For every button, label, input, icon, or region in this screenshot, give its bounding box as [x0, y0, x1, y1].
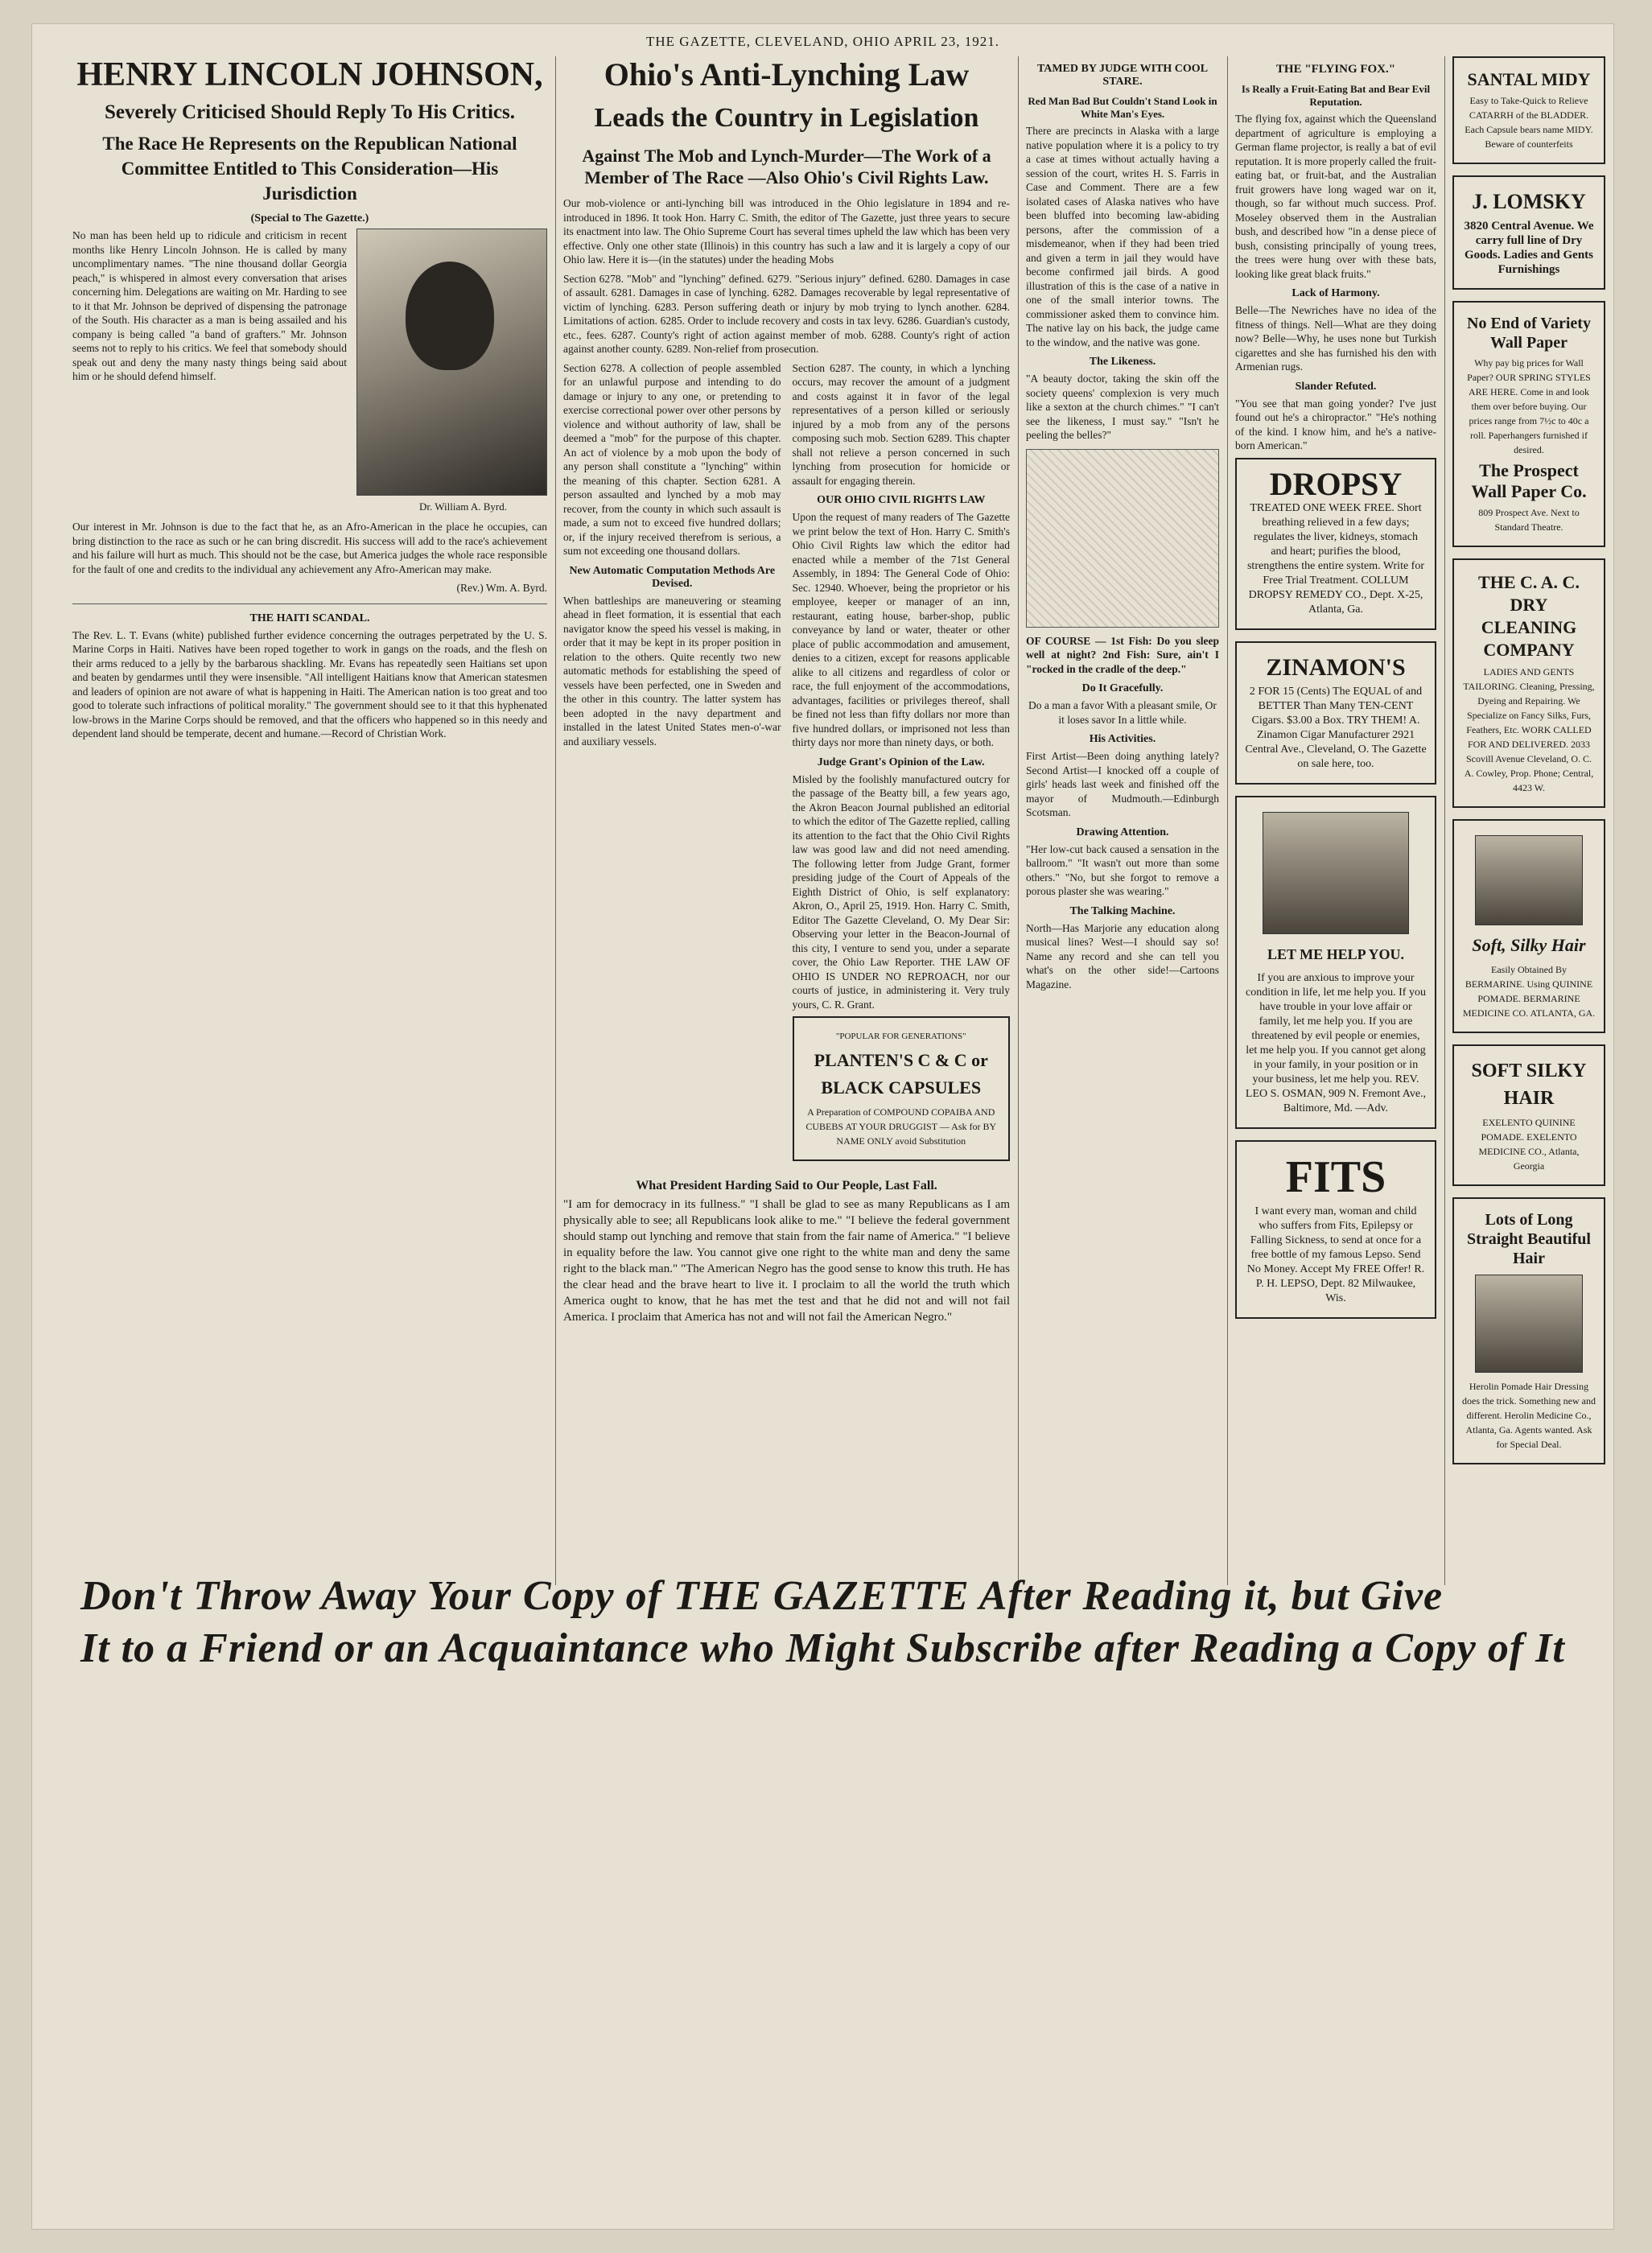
johnson-dateline: (Special to The Gazette.): [250, 212, 369, 224]
flying-body: The flying fox, against which the Queensland department of agriculture is employing a German flame projector, is really a bat of evil reputation. It is more properly called the fruit-eating bat, or fruit-bat, and the Australian fruit growers have long waged war on it, though, so far without much success. Prof. Moseley observed them in the Australian bush, and described how "in a dense piece of bush, consisting principally of young trees, the trees were hung over with these bats, looking like great black fruits.": [1235, 113, 1436, 280]
johnson-headline: HENRY LINCOLN JOHNSON,: [76, 56, 543, 93]
zinamon-title: ZINAMON'S: [1266, 653, 1406, 681]
exelento-body: EXELENTO QUININE POMADE. EXELENTO MEDICINE CO., Atlanta, Georgia: [1478, 1117, 1580, 1172]
likeness-headline: The Likeness.: [1089, 356, 1156, 368]
harmony-headline: Lack of Harmony.: [1292, 287, 1380, 299]
talking-body: North—Has Marjorie any education along musical lines? West—I should say so! Name any record and she can tell you what's on the other side!—Cartoons Magazine.: [1026, 921, 1219, 991]
divider: [72, 603, 547, 604]
tamed-body: There are precincts in Alaska with a large native population where it is a policy to try a case at times without actually having a session of the court, writes H. S. Farris in Case and Comment. There are a few isolated cases of Alaska natives who have been bluffed into becoming law-abiding persons, after the commission of a misdemeanor, when if they had been tried and given a term in jail they would have become confirmed jail birds. A good illustration of this is the case of a native in one of the small interior towns. The commissioner asked them to convince him. The native lay on his back, the judge came to the window, and the native was gone.: [1026, 125, 1219, 348]
santal-title: SANTAL MIDY: [1467, 69, 1591, 89]
prospect-body: 809 Prospect Ave. Next to Standard Theatre.: [1478, 507, 1580, 533]
likeness-body: "A beauty doctor, taking the skin off the society queens' complexion is very much like a sexton at the church chimes." "I can't see the likeness, I must say." "Isn't he peeling the belles?": [1026, 373, 1219, 441]
cac-body: LADIES AND GENTS TAILORING. Cleaning, Pressing, Dyeing and Repairing. We Specialize on Fancy Silks, Furs, Feathers, Etc. WORK CALLED FOR AND DELIVERED. 2033 Scovill Avenue Cleveland, O. C. A. Cowley, Prop. Phone; Central, 4423 W.: [1463, 666, 1595, 793]
lynching-body-3: Section 6287. The county, in which a lynching occurs, may recover the amount of a judgment and costs against it in favor of the legal representatives of a person killed or seriously injured by a mob from any of the persons composing such mob. Section 6289. This chapter shall not relieve a person concerned in such lynching from prosecution for homicide or assault for engaging therein.: [792, 361, 1010, 487]
activities-body: First Artist—Been doing anything lately? Second Artist—I knocked off a couple of girls' heads last week and finished off the mayor of Mudmouth.—Edinburgh Scotsman.: [1026, 750, 1219, 818]
bermarine-body: Easily Obtained By BERMARINE. Using QUININE POMADE. BERMARINE MEDICINE CO. ATLANTA, GA.: [1462, 964, 1596, 1019]
haiti-headline: THE HAITI SCANDAL.: [249, 612, 370, 624]
lynching-right: [793, 361, 1011, 1173]
herolin-title: Lots of Long Straight Beautiful Hair: [1467, 1211, 1591, 1267]
wallpaper-ad: [1452, 301, 1605, 547]
automatic-headline: New Automatic Computation Methods Are Devised.: [569, 564, 776, 590]
lynching-sections: Section 6278. "Mob" and "lynching" defined. 6279. "Serious injury" defined. 6280. Damages in case of assault. 6281. Damages in case of lynching. 6282. Damages recoverable by legal representative of victim of lynching. 6283. Person suffering death or injury by mob trying to lynch another. 6284. Limitations of action. 6285. Order to include recovery and costs in tax levy. 6286. Guardian's custody, etc., fees. 6287. County's right of action against member of mob. 6288. County's right of action against another county. 6289. Non-relief from prosecution.: [563, 272, 1010, 355]
column-johnson: [72, 56, 547, 1585]
prospect-title: The Prospect Wall Paper Co.: [1471, 460, 1587, 501]
graceful-headline: Do It Gracefully.: [1081, 682, 1164, 694]
column-features: [1026, 56, 1219, 1585]
johnson-body-2: Our interest in Mr. Johnson is due to the fact that he, as an Afro-American in the place he occupies, can bring distinction to the race as such or he can bring discredit. His success will add to the race's achievement and his failure will hurt as much. This should not be the case, but America judges the whole race responsible for the fault of one and credits to the individual any achievement any Afro-American may make.: [72, 521, 547, 575]
subscribe-banner-line-1: Don't Throw Away Your Copy of THE GAZETTE After Reading it, but Give: [80, 1573, 1444, 1619]
planten-body: A Preparation of COMPOUND COPAIBA AND CUBEBS AT YOUR DRUGGIST — Ask for BY NAME ONLY avoid Substitution: [805, 1106, 997, 1147]
tamed-deck: Red Man Bad But Couldn't Stand Look in White Man's Eyes.: [1028, 95, 1217, 120]
help-illustration: [1263, 812, 1410, 934]
zinamon-body: 2 FOR 15 (Cents) The EQUAL of and BETTER Than Many TEN-CENT Cigars. $3.00 a Box. TRY THEM! A. Zinamon Cigar Manufacturer 2921 Central Ave., Cleveland, O. The Gazette on sale here, too.: [1245, 685, 1427, 770]
dropsy-ad: [1235, 458, 1436, 630]
lynching-two-col: [563, 361, 1010, 1173]
talking-headline: The Talking Machine.: [1069, 904, 1176, 917]
planten-tagline: "POPULAR FOR GENERATIONS": [835, 1032, 966, 1041]
herolin-illustration: [1475, 1275, 1584, 1373]
exelento-title: SOFT SILKY HAIR: [1471, 1061, 1587, 1109]
johnson-byline: (Rev.) Wm. A. Byrd.: [456, 582, 547, 594]
help-title: LET ME HELP YOU.: [1267, 945, 1405, 962]
drawing-headline: Drawing Attention.: [1076, 826, 1169, 838]
column-ads-2: [1452, 56, 1605, 1585]
exelento-ad: [1452, 1044, 1605, 1186]
lynching-body-1: Our mob-violence or anti-lynching bill was introduced in the Ohio legislature in 1894 and re-introduced in 1896. It took Hon. Harry C. Smith, the editor of The Gazette, just three years to secure its enactment into law. The Ohio Supreme Court has several times upheld the law which has been very effective. Only one other state (Illinois) in this country has such a law and it is largely a copy of our Ohio law. Here it is—(in the statutes) under the heading Mobs: [563, 197, 1010, 266]
johnson-deck-1: Severely Criticised Should Reply To His Critics.: [105, 101, 515, 123]
lynching-left: [563, 361, 781, 1173]
portrait-caption: Dr. William A. Byrd.: [418, 500, 507, 513]
slander-body: "You see that man going yonder? I've just found out he's a chiropractor." "He's nothing of the kind. I know him, and he's a native-born American.": [1235, 397, 1436, 451]
fits-body: I want every man, woman and child who suffers from Fits, Epilepsy or Falling Sickness, to send at once for a free bottle of my famous Lepso. Send No Money. Accept My FREE Offer! R. P. H. LEPSO, Dept. 82 Milwaukee, Wis.: [1246, 1205, 1425, 1304]
graceful-body: Do a man a favor With a pleasant smile, Or it loses savor In a little while.: [1028, 699, 1217, 726]
harding-headline: What President Harding Said to Our People, Last Fall.: [636, 1179, 937, 1192]
lynching-body-2: Section 6278. A collection of people assembled for an unlawful purpose and intending to do damage or injury to any one, or pretending to exercise correctional power over other persons by violence and without authority of law, shall be deemed a "mob" for the purpose of this chapter. An act of violence by a mob upon the body of any person shall constitute a "lynching" within the meaning of this chapter. Section 6281. A person assaulted and lynched by a mob may recover, from the county in which such assault is made, a sum not to exceed five hundred dollars; or, if the injury received therefrom is serious, a sum not exceeding one thousand dollars.: [563, 361, 781, 557]
wallpaper-body: Why pay big prices for Wall Paper? OUR SPRING STYLES ARE HERE. Come in and look them over before buying. Our prices range from 7½c to 40c a roll. Paperhangers furnished if desired.: [1467, 357, 1591, 455]
masthead: THE GAZETTE, CLEVELAND, OHIO APRIL 23, 1921.: [645, 34, 1000, 49]
grant-headline: Judge Grant's Opinion of the Law.: [817, 756, 985, 768]
harmony-body: Belle—The Newriches have no idea of the fitness of things. Nell—What are they doing now? Belle—Why, he uses none but Turkish cigarettes and she has furnished his den with Armenian rugs.: [1235, 304, 1436, 373]
column-rule: [555, 56, 556, 1585]
column-ads-1: [1235, 56, 1436, 1585]
slander-headline: Slander Refuted.: [1295, 380, 1377, 393]
planten-title: PLANTEN'S C & C or BLACK CAPSULES: [814, 1050, 988, 1098]
lynching-subhead: Leads the Country in Legislation: [594, 103, 979, 133]
bermarine-ad: [1452, 819, 1605, 1033]
column-anti-lynching: [563, 56, 1010, 1585]
column-rule: [1444, 56, 1445, 1585]
cac-ad: [1452, 558, 1605, 808]
help-ad: [1235, 796, 1436, 1129]
fish-cartoon: [1026, 449, 1219, 628]
fits-ad: [1235, 1140, 1436, 1319]
santal-ad: [1452, 56, 1605, 164]
bermarine-illustration: [1475, 835, 1584, 925]
flying-deck: Is Really a Fruit-Eating Bat and Bear Evil Reputation.: [1241, 83, 1431, 108]
flying-headline: THE "FLYING FOX.": [1275, 63, 1396, 76]
portrait-photo: [356, 229, 547, 496]
drawing-body: "Her low-cut back caused a sensation in the ballroom." "It wasn't out more than some others." "No, but she forgot to remove a porous plaster she was wearing.": [1026, 842, 1219, 897]
herolin-body: Herolin Pomade Hair Dressing does the trick. Something new and different. Herolin Medicine Co., Atlanta, Ga. Agents wanted. Ask for Special Deal.: [1462, 1381, 1596, 1450]
civil-rights-body: Upon the request of many readers of The Gazette we print below the text of Hon. Harry C. Smith's Ohio Civil Rights law which the editor had enacted while a member of the 71st General Assembly, in 1894: The General Code of Ohio: Sec. 12940. Whoever, being the proprietor or his employee, keeper or manager of an inn, restaurant, eating house, barber-shop, public conveyance by land or water, theater or other place of public accommodation and amusement, denies to a citizen, except for reasons applicable alike to all citizens and regardless of color or race, the full enjoyment of the accommodations, advantages, facilities or privileges thereof, shall be fined not less than fifty dollars nor more than five hundred dollars, or imprisoned not less than thirty days nor more than ninety days, or both.: [792, 511, 1010, 748]
lomsky-body: 3820 Central Avenue. We carry full line of Dry Goods. Ladies and Gents Furnishings: [1464, 220, 1594, 276]
bermarine-title: Soft, Silky Hair: [1472, 935, 1586, 955]
wallpaper-title: No End of Variety Wall Paper: [1467, 315, 1591, 352]
grant-body: Misled by the foolishly manufactured outcry for the passage of the Beatty bill, a few years ago, the Akron Beacon Journal published an editorial to which the editor of The Gazette replied, calling its attention to the fact that the Ohio Civil Rights law was good law and did not need amending. The following letter from Judge Grant, former presiding judge of the Court of Appeals of the Eighth District of Ohio, is self explanatory: Akron, O., April 25, 1919. Hon. Harry C. Smith, Editor The Gazette Cleveland, O. My Dear Sir: Observing your letter in the Beacon-Journal of this city, I venture to send you, under a separate cover, the Ohio Law Reporter. THE LAW OF OHIO IS UNDER NO REPROACH, nor our courts of justice, in administering it. Very truly yours, C. R. Grant.: [792, 772, 1010, 1011]
column-rule: [1018, 56, 1019, 1585]
planten-ad: [793, 1016, 1011, 1161]
harding-body: "I am for democracy in its fullness." "I shall be glad to see as many Republicans as I am physically able to see; all Republicans look alike to me." "I believe the federal government should stamp out lynching and remove that stain from the fair name of America." "I believe in equality before the law. You cannot give one right to the white man and deny the same right to the black man." "The American Negro has the good sense to know this truth. He has the clear head and the brave heart to live it. I proclaim to all the world the truth which America ought to know, that he has met the test and that he did not and will not fail America. I proclaim that America has not and will not fail the American Negro.": [563, 1198, 1010, 1324]
activities-headline: His Activities.: [1089, 733, 1156, 745]
subscribe-banner-line-2: It to a Friend or an Acquaintance who Might Subscribe after Reading a Copy of It: [80, 1625, 1565, 1671]
automatic-body: When battleships are maneuvering or steaming ahead in fleet formation, it is essential that each navigator know the speed his vessel is making, in order that it may be kept in its proper position in relation to the others. Quite recently two new automatic methods for establishing the speed of vessels have been perfected, one in Sweden and the other in this country. The latter system has been adopted in the navy department and installed in the latest United States men-o'-war and auxiliary vessels.: [563, 594, 781, 748]
cac-title: THE C. A. C. DRY CLEANING COMPANY: [1478, 572, 1580, 660]
zinamon-ad: [1235, 641, 1436, 785]
johnson-body-1: No man has been held up to ridicule and criticism in recent months like Henry Lincoln Johnson. He is called by many uncomplimentary names. "The nine thousand dollar Georgia peach," is whispered in almost every conversation that arises concerning him. Delegations are waiting on Mr. Harding to see to it that Mr. Johnson be deprived of dispensing the patronage of the South. His character as a man is being assailed and his company is being called "a band of grafters." Mr. Johnson seems not to reply to his critics. We feel that somebody should speak out and deny the many nasty things being said about him or he should defend himself.: [72, 229, 347, 382]
column-rule: [1227, 56, 1228, 1585]
lomsky-title: J. LOMSKY: [1472, 190, 1586, 213]
haiti-body: The Rev. L. T. Evans (white) published further evidence concerning the outrages perpetrated by the U. S. Marine Corps in Haiti. Natives have been roped together to work in gangs on the roads, and the flesh on their arms reduced to a jelly by the barbarous shackling. Mr. Evans has repeatedly seen Haitians set upon and beaten by gendarmes until they were insensible. "All intelligent Haitians know that American statesmen and leaders of opinion are not aware of what is happening in Haiti. The American nation is too great and too good to tolerate such infractions of political morality." The government should see to it that this hyphenated low-brows in the Marine Corps should be removed, and that the officers who happened so in this needy and dependent land should be temperate, decent and humane.—Record of Christian Work.: [72, 628, 547, 739]
newspaper-page: [32, 24, 1613, 2229]
fits-title: FITS: [1285, 1151, 1386, 1202]
cartoon-caption: OF COURSE — 1st Fish: Do you sleep well at night? 2nd Fish: Sure, ain't I "rocked in the cradle of the deep.": [1026, 634, 1219, 675]
johnson-deck-2: The Race He Represents on the Republican National Committee Entitled to This Consideration—His Jurisdiction: [102, 134, 517, 204]
dropsy-body: TREATED ONE WEEK FREE. Short breathing relieved in a few days; regulates the liver, kidneys, stomach and heart; purifies the blood, strengthens the entire system. Write for Free Trial Treatment. COLLUM DROPSY REMEDY CO., Dept. X-25, Atlanta, Ga.: [1246, 501, 1424, 616]
lynching-deck: Against The Mob and Lynch-Murder—The Work of a Member of The Race —Also Ohio's Civil Rights Law.: [582, 146, 991, 187]
lynching-headline: Ohio's Anti-Lynching Law: [604, 56, 970, 93]
lomsky-ad: [1452, 175, 1605, 290]
tamed-headline: TAMED BY JUDGE WITH COOL STARE.: [1036, 63, 1209, 88]
civil-rights-headline: OUR OHIO CIVIL RIGHTS LAW: [817, 494, 986, 506]
dropsy-title: DROPSY: [1269, 465, 1403, 502]
santal-body: Easy to Take-Quick to Relieve CATARRH of the BLADDER. Each Capsule bears name MIDY. Beware of counterfeits: [1465, 95, 1593, 150]
help-body: If you are anxious to improve your condition in life, let me help you. If you have trouble in your love affair or family, let me help you. If you are threatened by evil people or enemies, let me help you. If you cannot get along in your family, in your position or in your business, let me help you. REV. LEO S. OSMAN, 909 N. Fremont Ave., Baltimore, Md. —Adv.: [1245, 971, 1427, 1114]
herolin-ad: [1452, 1197, 1605, 1464]
